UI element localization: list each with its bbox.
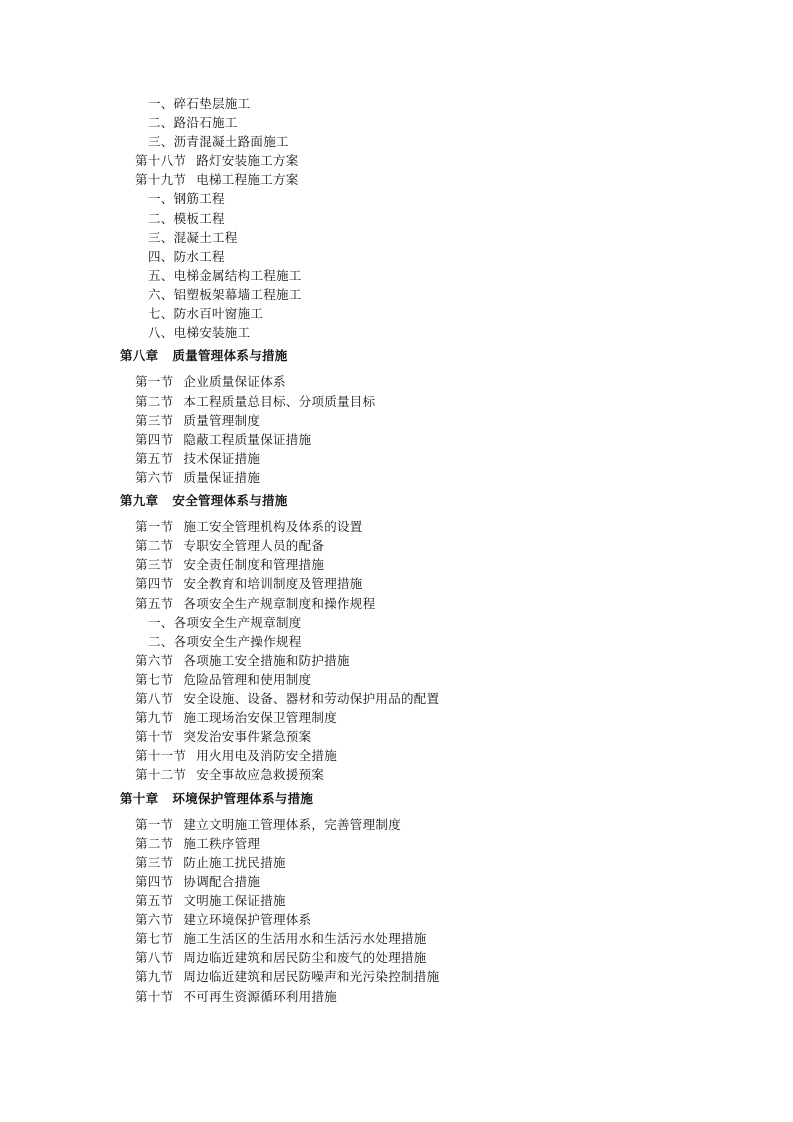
toc-chapter-number: 第九章: [120, 493, 159, 508]
toc-section: [135, 432, 311, 448]
toc-chapter-number: 第十章: [120, 791, 159, 806]
toc-section: [135, 576, 363, 592]
toc-item: [148, 96, 250, 112]
toc-item-number: 二、: [148, 211, 174, 226]
toc-section: [135, 767, 324, 783]
toc-section-number: 第五节: [135, 451, 174, 466]
toc-section-number: 第六节: [135, 653, 174, 668]
toc-section: [135, 874, 260, 890]
toc-section-title: 安全教育和培训制度及管理措施: [183, 576, 363, 591]
toc-section-number: 第七节: [135, 672, 174, 687]
toc-section: [135, 557, 324, 573]
toc-section-number: 第十八节: [135, 153, 187, 168]
toc-section-number: 第二节: [135, 538, 174, 553]
toc-section-title: 技术保证措施: [183, 451, 261, 466]
toc-section: [135, 855, 286, 871]
toc-section-title: 企业质量保证体系: [183, 374, 286, 389]
toc-item-title: 钢筋工程: [173, 191, 225, 206]
toc-chapter: [120, 348, 288, 364]
toc-item: [148, 268, 302, 284]
toc-section: [135, 394, 375, 410]
toc-item-number: 一、: [148, 615, 174, 630]
toc-item-number: 二、: [148, 634, 174, 649]
toc-item-title: 路沿石施工: [173, 115, 238, 130]
toc-section-title: 安全设施、设备、器材和劳动保护用品的配置: [183, 691, 440, 706]
toc-section-number: 第十节: [135, 989, 174, 1004]
toc-item-title: 防水工程: [173, 249, 225, 264]
toc-item-title: 各项安全生产操作规程: [173, 634, 302, 649]
toc-item: [148, 134, 289, 150]
toc-section-title: 质量保证措施: [183, 470, 261, 485]
toc-section-number: 第十一节: [135, 748, 187, 763]
toc-section-number: 第一节: [135, 817, 174, 832]
toc-section: [135, 519, 363, 535]
toc-section-title: 施工现场治安保卫管理制度: [183, 710, 338, 725]
toc-section: [135, 969, 439, 985]
toc-section-number: 第五节: [135, 596, 174, 611]
toc-section: [135, 912, 311, 928]
toc-section: [135, 710, 337, 726]
toc-section-title: 隐蔽工程质量保证措施: [183, 432, 312, 447]
toc-chapter: [120, 791, 313, 807]
toc-item: [148, 249, 225, 265]
toc-item-number: 三、: [148, 134, 174, 149]
toc-section-title: 路灯安装施工方案: [196, 153, 299, 168]
toc-item-title: 电梯安装施工: [173, 325, 251, 340]
toc-section: [135, 893, 286, 909]
toc-section-number: 第十二节: [135, 767, 187, 782]
toc-section: [135, 672, 311, 688]
toc-section-number: 第五节: [135, 893, 174, 908]
toc-section-title: 文明施工保证措施: [183, 893, 286, 908]
toc-item: [148, 306, 263, 322]
toc-item: [148, 191, 225, 207]
toc-section-number: 第九节: [135, 710, 174, 725]
toc-section: [135, 817, 401, 833]
toc-section: [135, 153, 299, 169]
toc-item-number: 八、: [148, 325, 174, 340]
toc-chapter-title: 质量管理体系与措施: [172, 348, 288, 363]
toc-item-title: 沥青混凝土路面施工: [173, 134, 289, 149]
toc-section-number: 第四节: [135, 432, 174, 447]
toc-item-title: 防水百叶窗施工: [173, 306, 264, 321]
toc-section: [135, 931, 427, 947]
toc-section: [135, 691, 439, 707]
toc-item-title: 混凝土工程: [173, 230, 238, 245]
toc-section-number: 第一节: [135, 374, 174, 389]
toc-section-title: 不可再生资源循环利用措施: [183, 989, 338, 1004]
toc-section-title: 电梯工程施工方案: [196, 172, 299, 187]
toc-section-number: 第二节: [135, 836, 174, 851]
toc-section-title: 本工程质量总目标、分项质量目标: [183, 394, 376, 409]
toc-item-number: 六、: [148, 287, 174, 302]
toc-section-number: 第三节: [135, 855, 174, 870]
toc-item: [148, 230, 238, 246]
toc-section-title: 用火用电及消防安全措施: [196, 748, 338, 763]
toc-section: [135, 596, 375, 612]
toc-item-number: 五、: [148, 268, 174, 283]
toc-section-title: 施工生活区的生活用水和生活污水处理措施: [183, 931, 427, 946]
toc-section: [135, 653, 350, 669]
toc-item: [148, 211, 225, 227]
toc-item-number: 三、: [148, 230, 174, 245]
toc-section-title: 建立文明施工管理体系，完善管理制度: [183, 817, 402, 832]
toc-section: [135, 538, 324, 554]
toc-section-number: 第七节: [135, 931, 174, 946]
toc-chapter-title: 环境保护管理体系与措施: [172, 791, 314, 806]
toc-chapter-title: 安全管理体系与措施: [172, 493, 288, 508]
toc-item-number: 二、: [148, 115, 174, 130]
toc-section-number: 第四节: [135, 576, 174, 591]
toc-section: [135, 374, 286, 390]
toc-section-title: 协调配合措施: [183, 874, 261, 889]
toc-section-title: 安全事故应急救援预案: [196, 767, 325, 782]
toc-section-number: 第十九节: [135, 172, 187, 187]
toc-item-number: 一、: [148, 191, 174, 206]
toc-section-number: 第六节: [135, 470, 174, 485]
toc-section-number: 第十节: [135, 729, 174, 744]
toc-section-title: 质量管理制度: [183, 413, 261, 428]
toc-item-title: 铝塑板架幕墙工程施工: [173, 287, 302, 302]
toc-section-title: 周边临近建筑和居民防尘和废气的处理措施: [183, 950, 427, 965]
toc-section: [135, 748, 337, 764]
toc-section: [135, 470, 260, 486]
toc-item-number: 四、: [148, 249, 174, 264]
toc-section-title: 施工安全管理机构及体系的设置: [183, 519, 363, 534]
toc-item-title: 电梯金属结构工程施工: [173, 268, 302, 283]
toc-section-number: 第八节: [135, 691, 174, 706]
toc-section-number: 第九节: [135, 969, 174, 984]
toc-section-number: 第一节: [135, 519, 174, 534]
toc-section-number: 第八节: [135, 950, 174, 965]
toc-section-title: 危险品管理和使用制度: [183, 672, 312, 687]
toc-item-title: 碎石垫层施工: [173, 96, 251, 111]
toc-item-title: 模板工程: [173, 211, 225, 226]
toc-section-number: 第六节: [135, 912, 174, 927]
toc-section: [135, 413, 260, 429]
toc-section-number: 第三节: [135, 413, 174, 428]
toc-section: [135, 172, 299, 188]
toc-section-title: 各项施工安全措施和防护措施: [183, 653, 350, 668]
toc-section: [135, 451, 260, 467]
toc-section-title: 各项安全生产规章制度和操作规程: [183, 596, 376, 611]
toc-chapter: [120, 493, 288, 509]
toc-section-title: 防止施工扰民措施: [183, 855, 286, 870]
toc-section: [135, 836, 260, 852]
toc-section-title: 突发治安事件紧急预案: [183, 729, 312, 744]
toc-section-number: 第二节: [135, 394, 174, 409]
toc-item: [148, 287, 302, 303]
toc-item: [148, 615, 302, 631]
toc-section: [135, 950, 427, 966]
toc-section: [135, 989, 337, 1005]
toc-section-title: 专职安全管理人员的配备: [183, 538, 325, 553]
toc-section-number: 第四节: [135, 874, 174, 889]
toc-item: [148, 634, 302, 650]
toc-section-title: 建立环境保护管理体系: [183, 912, 312, 927]
toc-item: [148, 115, 238, 131]
toc-item-title: 各项安全生产规章制度: [173, 615, 302, 630]
toc-section-number: 第三节: [135, 557, 174, 572]
toc-section-title: 安全责任制度和管理措施: [183, 557, 325, 572]
toc-section-title: 周边临近建筑和居民防噪声和光污染控制措施: [183, 969, 440, 984]
toc-item-number: 七、: [148, 306, 174, 321]
toc-item: [148, 325, 250, 341]
toc-section-title: 施工秩序管理: [183, 836, 261, 851]
toc-chapter-number: 第八章: [120, 348, 159, 363]
toc-item-number: 一、: [148, 96, 174, 111]
toc-section: [135, 729, 311, 745]
